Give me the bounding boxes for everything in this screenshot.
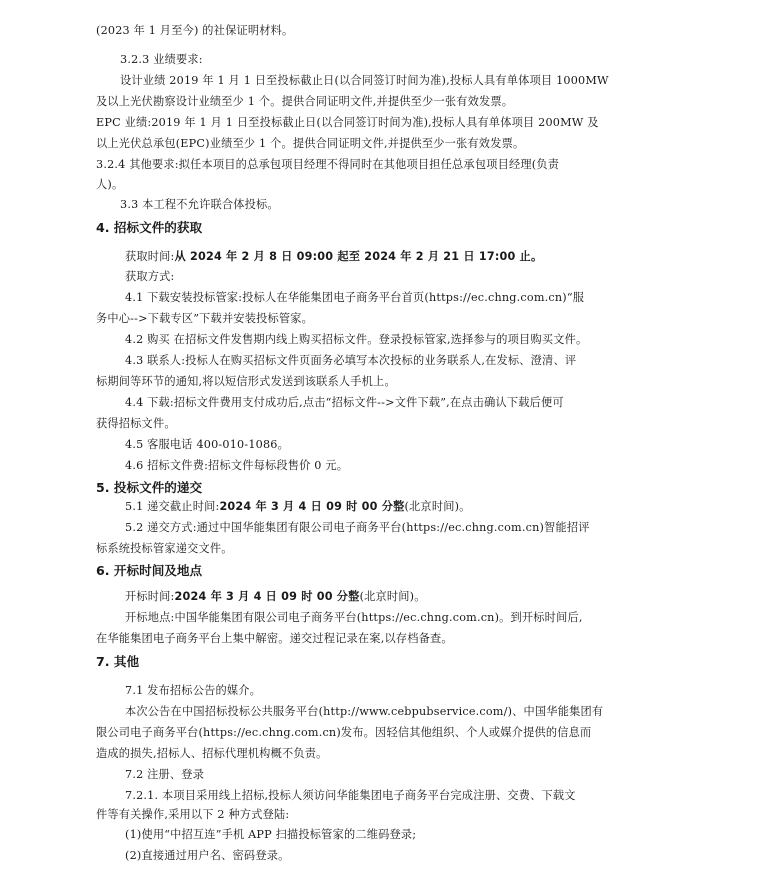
text-line: 7.2.1. 本项目采用线上招标,投标人须访问华能集团电子商务平台完成注册、交费、下载文 <box>125 789 576 802</box>
text-line: 人)。 <box>96 178 124 191</box>
text-line: 4.1 下载安装投标管家:投标人在华能集团电子商务平台首页(https://ec.chng.com.cn)“服 <box>125 291 585 304</box>
text-line: 件等有关操作,采用以下 2 种方式登陆: <box>96 808 290 821</box>
text-line: 限公司电子商务平台(https://ec.chng.com.cn)发布。因轻信其他组织、个人或媒介提供的信息而 <box>96 726 592 739</box>
text-line: 获取方式: <box>125 270 175 283</box>
timezone-note: (北京时间)。 <box>404 500 471 513</box>
section-4-heading: 4. 招标文件的获取 <box>96 220 203 235</box>
text-line: 造成的损失,招标人、招标代理机构概不负责。 <box>96 747 328 760</box>
text-line: EPC 业绩:2019 年 1 月 1 日至投标截止日(以合同签订时间为准),投标人具有单体项目 200MW 及 <box>96 116 599 129</box>
text-line: 标期间等环节的通知,将以短信形式发送到该联系人手机上。 <box>96 375 396 388</box>
text-line: 本次公告在中国招标投标公共服务平台(http://www.cebpubservice.com/)、中国华能集团有 <box>125 705 604 718</box>
bold-opening-time: 2024 年 3 月 4 日 09 时 00 分整 <box>174 590 360 603</box>
bold-deadline: 2024 年 3 月 4 日 09 时 00 分整 <box>219 500 405 513</box>
text-line: 7.1 发布招标公告的媒介。 <box>125 684 262 697</box>
text-line: 设计业绩 2019 年 1 月 1 日至投标截止日(以合同签订时间为准),投标人具有单体项目 1000MW <box>120 74 609 87</box>
text-line <box>125 250 705 264</box>
section-5-heading: 5. 投标文件的递交 <box>96 480 203 495</box>
label: 开标时间: <box>125 590 175 603</box>
text-line: 5.2 递交方式:通过中国华能集团有限公司电子商务平台(https://ec.chng.com.cn)智能招评 <box>125 521 590 534</box>
timezone-note: (北京时间)。 <box>359 590 426 603</box>
text-line: 7.2 注册、登录 <box>125 768 205 781</box>
text-line: 及以上光伏勘察设计业绩至少 1 个。提供合同证明文件,并提供至少一张有效发票。 <box>96 95 514 108</box>
label: 获取时间: <box>125 250 175 263</box>
text-line: 务中心-->下载专区”下载并安装投标管家。 <box>96 312 314 325</box>
text-line: 4.5 客服电话 400-010-1086。 <box>125 438 289 451</box>
section-7-heading: 7. 其他 <box>96 654 140 669</box>
text-line: 3.3 本工程不允许联合体投标。 <box>120 198 279 211</box>
text-line: 3.2.4 其他要求:拟任本项目的总承包项目经理不得同时在其他项目担任总承包项目经理(负责 <box>96 158 560 171</box>
text-line: 开标地点:中国华能集团有限公司电子商务平台(https://ec.chng.com.cn)。到开标时间后, <box>125 611 583 624</box>
text-line: 4.4 下载:招标文件费用支付成功后,点击“招标文件-->文件下载”,在点击确认下载后便可 <box>125 396 564 409</box>
text-line: 在华能集团电子商务平台上集中解密。递交过程记录在案,以存档备查。 <box>96 632 453 645</box>
text-line: 以上光伏总承包(EPC)业绩至少 1 个。提供合同证明文件,并提供至少一张有效发票。 <box>96 137 525 150</box>
text-line <box>125 500 705 514</box>
text-line: (1)使用“中招互连”手机 APP 扫描投标管家的二维码登录; <box>125 828 417 841</box>
text-line: 标系统投标管家递交文件。 <box>96 542 233 555</box>
text-line: 4.3 联系人:投标人在购买招标文件页面务必填写本次投标的业务联系人,在发标、澄清、评 <box>125 354 577 367</box>
section-6-heading: 6. 开标时间及地点 <box>96 563 203 578</box>
text-line: (2)直接通过用户名、密码登录。 <box>125 849 290 862</box>
text-line: 4.2 购买 在招标文件发售期内线上购买招标文件。登录投标管家,选择参与的项目购买文件。 <box>125 333 588 346</box>
text-line <box>125 590 705 604</box>
bold-time-range: 从 2024 年 2 月 8 日 09:00 起至 2024 年 2 月 21 日 17:00 止。 <box>174 250 543 263</box>
text-line: (2023 年 1 月至今) 的社保证明材料。 <box>96 24 294 37</box>
label: 5.1 递交截止时间: <box>125 500 220 513</box>
text-line: 获得招标文件。 <box>96 417 176 430</box>
text-line: 4.6 招标文件费:招标文件每标段售价 0 元。 <box>125 459 349 472</box>
section-3-2-3-heading: 3.2.3 业绩要求: <box>120 53 203 66</box>
